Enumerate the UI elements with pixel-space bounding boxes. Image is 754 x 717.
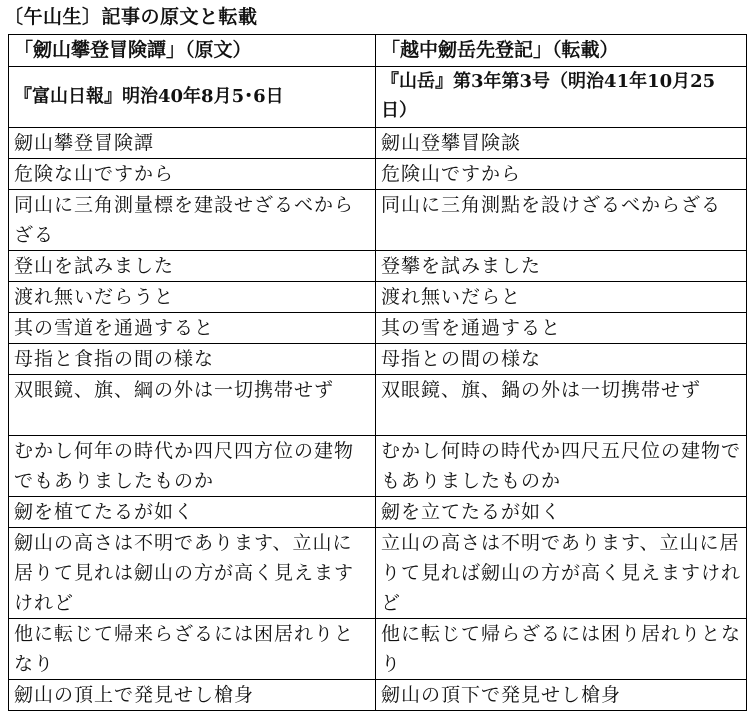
table-row	[9, 282, 747, 313]
original-cell: 危険な山ですから	[9, 159, 376, 190]
source-row	[9, 67, 747, 128]
table-row	[9, 528, 747, 619]
table-row	[9, 497, 747, 528]
source-reprint: 『山岳』第3年第3号（明治41年10月25日）	[376, 67, 747, 128]
table-row	[9, 159, 747, 190]
table-row	[9, 190, 747, 251]
table-row	[9, 251, 747, 282]
reprint-cell: 母指との間の様な	[376, 344, 747, 375]
table-row	[9, 680, 747, 711]
table-row	[9, 313, 747, 344]
reprint-cell: 立山の高さは不明であります、立山に居りて見れば劒山の方が高く見えますけれど	[376, 528, 747, 619]
source-original: 『富山日報』明治40年8月5･6日	[9, 67, 376, 128]
original-cell: 渡れ無いだらうと	[9, 282, 376, 313]
original-cell: 其の雪道を通過すると	[9, 313, 376, 344]
reprint-cell: 危険山ですから	[376, 159, 747, 190]
page-title: 〔午山生〕記事の原文と転載	[4, 6, 258, 28]
comparison-table	[8, 34, 747, 711]
original-cell: 劒山の高さは不明であります、立山に居りて見れは劒山の方が高く見えますけれど	[9, 528, 376, 619]
original-cell: むかし何年の時代か四尺四方位の建物でもありましたものか	[9, 436, 376, 497]
reprint-cell: 同山に三角測點を設けざるべからざる	[376, 190, 747, 251]
reprint-cell: 劒山の頂下で発見せし槍身	[376, 680, 747, 711]
original-cell: 劒山攀登冒険譚	[9, 128, 376, 159]
original-cell: 同山に三角測量標を建設せざるべからざる	[9, 190, 376, 251]
reprint-cell: 双眼鏡、旗、鍋の外は一切携帯せず	[376, 375, 747, 436]
reprint-cell: 登攀を試みました	[376, 251, 747, 282]
reprint-cell: 渡れ無いだらと	[376, 282, 747, 313]
reprint-cell: 劒を立てたるが如く	[376, 497, 747, 528]
table-row	[9, 344, 747, 375]
reprint-cell: 其の雪を通過すると	[376, 313, 747, 344]
header-row	[9, 35, 747, 67]
table-row	[9, 375, 747, 436]
header-original: 「劒山攀登冒険譚」（原文）	[9, 35, 376, 67]
reprint-cell: 他に転じて帰らざるには困り居れりとなり	[376, 619, 747, 680]
original-cell: 劒山の頂上で発見せし槍身	[9, 680, 376, 711]
original-cell: 母指と食指の間の様な	[9, 344, 376, 375]
reprint-cell: 劒山登攀冒険談	[376, 128, 747, 159]
original-cell: 他に転じて帰来らざるには困居れりとなり	[9, 619, 376, 680]
table-row	[9, 128, 747, 159]
original-cell: 双眼鏡、旗、綱の外は一切携帯せず	[9, 375, 376, 436]
original-cell: 登山を試みました	[9, 251, 376, 282]
reprint-cell: むかし何時の時代か四尺五尺位の建物でもありましたものか	[376, 436, 747, 497]
header-reprint: 「越中劒岳先登記」（転載）	[376, 35, 747, 67]
table-row	[9, 619, 747, 680]
original-cell: 劒を植てたるが如く	[9, 497, 376, 528]
table-row	[9, 436, 747, 497]
